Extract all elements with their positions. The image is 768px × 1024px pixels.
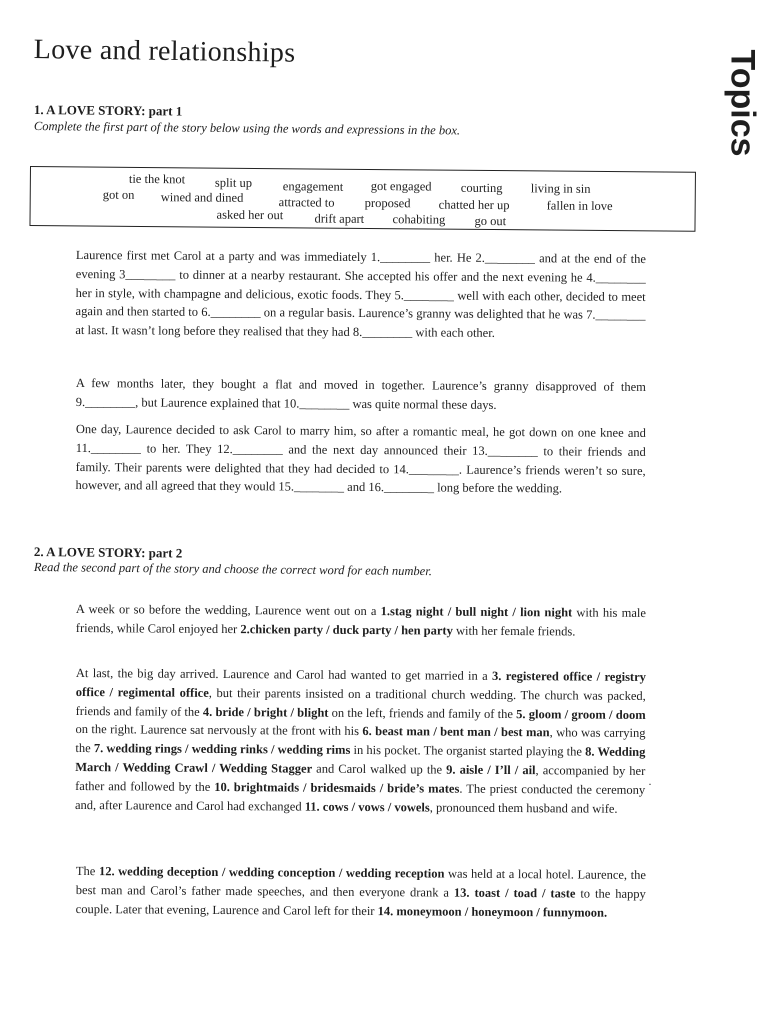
story-text: with her female friends.	[452, 623, 576, 639]
answer-options: 6. beast man / bent man / best man	[362, 724, 550, 740]
word-box	[29, 166, 695, 232]
box-word: engagement	[282, 179, 344, 194]
answer-options: 8. Wedding March / Wedding Crawl / Wedding Stagger	[75, 744, 646, 776]
story-text: to the happy couple. Later that evening, Laurence and Carol left for their	[75, 886, 646, 918]
answer-options: 4. bride / bright / blight	[202, 704, 329, 720]
story-paragraph	[75, 664, 646, 818]
answer-options: 12. wedding deception / wedding conception / wedding reception	[98, 864, 445, 881]
story-text: in his pocket. The organist started playing the	[350, 743, 586, 759]
box-word: fallen in love	[546, 198, 613, 214]
page-title: Love and relationships	[33, 34, 296, 69]
box-word: tie the knot	[128, 171, 186, 187]
answer-options: 9. aisle / I’ll / ail	[446, 762, 536, 778]
story-text: and Carol walked up the	[312, 761, 447, 777]
box-word: got engaged	[370, 178, 432, 194]
story-paragraph: A few months later, they bought a flat and moved in together. Laurence’s granny disapproved of them 9.________, but Laurence explained that 10.________ was quite normal these days.	[75, 375, 646, 412]
answer-options: 3. registered office / registry office / regimental office	[75, 668, 646, 700]
box-word: courting	[460, 180, 503, 196]
story-text: , but their parents insisted on a traditional church wedding. The church was packed, friends and family of the	[75, 685, 646, 719]
story-text: on the left, friends and family of the	[328, 705, 517, 721]
box-word: split up	[214, 175, 253, 190]
answer-options: 7. wedding rings / wedding rinks / wedding rims	[93, 741, 351, 758]
story-text: At last, the big day arrived. Laurence and Carol had wanted to get married in a	[75, 665, 493, 683]
story-text: on the right. Laurence sat nervously at the front with his	[75, 722, 363, 739]
story-text: , accompanied by her father and followed by the	[75, 763, 646, 794]
section2-instruction: Read the second part of the story and choose the correct word for each number.	[33, 560, 432, 579]
story-paragraph	[76, 862, 646, 922]
box-word: asked her out	[216, 207, 284, 223]
box-word: go out	[474, 213, 507, 229]
answer-options: 10. brightmaids / bridesmaids / bride’s mates	[214, 779, 460, 796]
answer-options: 14. moneymoon / honeymoon / funnymoon.	[377, 903, 608, 920]
answer-options: 5. gloom / groom / doom	[516, 706, 646, 722]
side-tab	[712, 48, 768, 158]
section1-heading: 1. A LOVE STORY: part 1	[33, 102, 183, 119]
story-paragraph	[76, 600, 646, 642]
box-word: proposed	[364, 195, 411, 211]
answer-options: 2.chicken party / duck party / hen party	[240, 621, 453, 638]
box-word: attracted to	[278, 195, 335, 210]
story-text: was held at a local hotel. Laurence, the best man and Carol’s father made speeches, and then everyone drank a	[75, 866, 646, 900]
box-word: chatted her up	[438, 197, 510, 213]
box-word: wined and dined	[160, 190, 244, 205]
story-paragraph: One day, Laurence decided to ask Carol to marry him, so after a romantic meal, he got down on one knee and 11.________ to her. They 12.________ and the next day announced their 13.________ to their friends and family. Their parents were delighted that they had decided to 14.________. Laurence’s friends weren’t so sure, however, and all agreed that they would 15.________ and 16.________ long before the wedding.	[75, 421, 646, 496]
story-text: , who was carrying the	[75, 725, 646, 756]
story-paragraph: Laurence first met Carol at a party and was immediately 1.________ her. He 2.________ and at the end of the evening 3________ to dinner at a nearby restaurant. She accepted his offer and the next evening he 4.________ her in style, with champagne and delicious, exotic foods. They 5.________ well with each other, decided to meet again and then started to 6.________ on a regular basis. Laurence’s granny was delighted that he was 7.________ at last. It wasn’t long before they realised that they had 8.________ with each other.	[75, 247, 646, 341]
box-word: cohabiting	[392, 212, 446, 227]
answer-options: 1.stag night / bull night / lion night	[380, 604, 573, 620]
box-word: got on	[102, 187, 135, 202]
stray-mark: ·	[648, 777, 652, 791]
box-word: drift apart	[314, 211, 365, 226]
side-tab-label: Topics	[723, 49, 762, 157]
story-text: with his male friends, while Carol enjoyed her	[75, 605, 646, 636]
answer-options: 11. cows / vows / vowels	[304, 799, 430, 815]
story-text: . The priest conducted the ceremony and, after Laurence and Carol had exchanged	[74, 781, 646, 814]
answer-options: 13. toast / toad / taste	[453, 885, 576, 901]
section1-instruction: Complete the first part of the story below using the words and expressions in the box.	[33, 119, 461, 138]
box-word: living in sin	[530, 181, 591, 196]
story-text: , pronounced them husband and wife.	[429, 800, 618, 816]
story-text: The	[75, 863, 100, 879]
story-text: A week or so before the wedding, Laurence went out on a	[75, 601, 381, 619]
section2-heading: 2. A LOVE STORY: part 2	[33, 544, 183, 561]
